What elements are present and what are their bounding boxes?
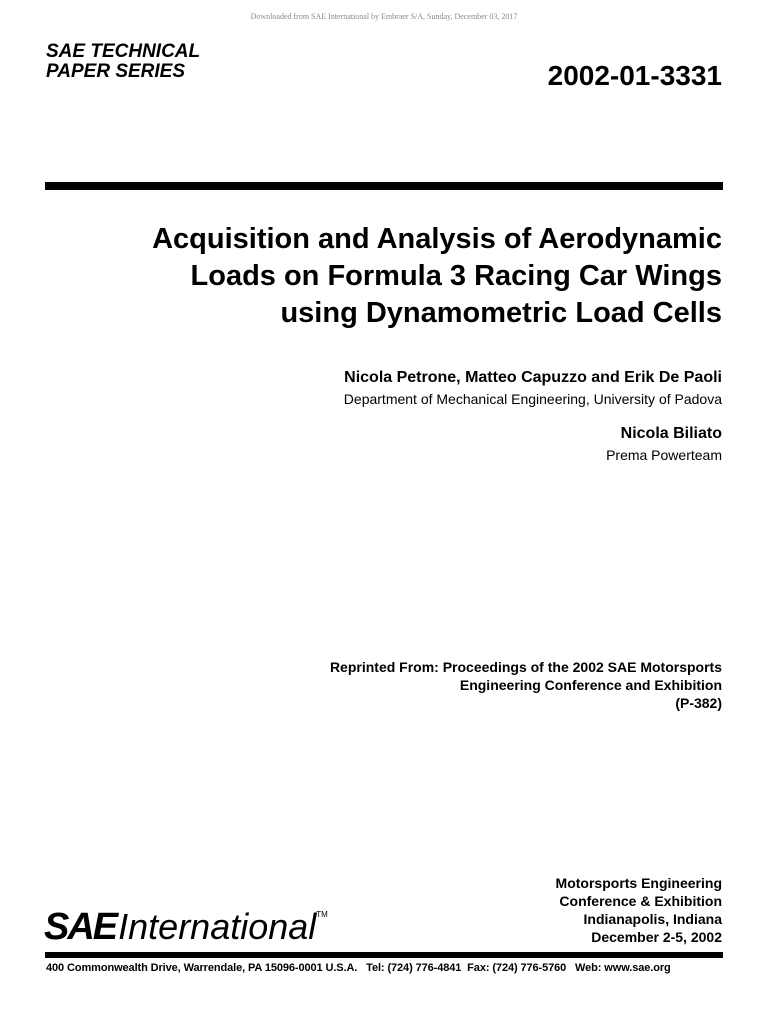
conference-info	[422, 874, 722, 946]
contact-address: 400 Commonwealth Drive, Warrendale, PA 15096-0001 U.S.A. Tel: (724) 776-4841 Fax: (724) 776-5760 Web: www.sae.org	[46, 962, 671, 974]
logo-sae-text: SAE	[44, 906, 117, 948]
author-affiliation-1: Department of Mechanical Engineering, University of Padova	[343, 391, 722, 407]
logo-international-text: International	[118, 906, 317, 947]
author-affiliation-2: Prema Powerteam	[606, 447, 722, 463]
conference-line-2: Conference & Exhibition	[559, 893, 722, 909]
logo-trademark: TM	[316, 910, 328, 919]
reprint-line-3: (P-382)	[675, 695, 722, 711]
paper-number: 2002-01-3331	[547, 60, 722, 91]
reprint-line-1: Reprinted From: Proceedings of the 2002 SAE Motorsports	[329, 659, 722, 675]
sae-international-logo	[44, 904, 328, 950]
title-line-1: Acquisition and Analysis of Aerodynamic	[152, 223, 722, 255]
author-names-1: Nicola Petrone, Matteo Capuzzo and Erik De Paoli	[344, 369, 722, 386]
series-line-1: SAE TECHNICAL	[46, 41, 201, 62]
conference-line-3: Indianapolis, Indiana	[583, 911, 722, 927]
reprint-notice	[222, 658, 722, 712]
author-names-2: Nicola Biliato	[620, 425, 722, 442]
download-notice: Downloaded from SAE International by Embraer S/A, Sunday, December 03, 2017	[250, 12, 518, 21]
paper-title	[122, 221, 722, 332]
reprint-line-2: Engineering Conference and Exhibition	[459, 677, 722, 693]
conference-line-1: Motorsports Engineering	[555, 875, 722, 891]
series-line-2: PAPER SERIES	[46, 61, 186, 82]
title-line-2: Loads on Formula 3 Racing Car Wings	[190, 260, 722, 292]
conference-line-4: December 2-5, 2002	[591, 929, 722, 945]
series-label	[46, 42, 200, 82]
top-divider	[45, 182, 723, 190]
title-line-3: using Dynamometric Load Cells	[280, 297, 722, 329]
bottom-divider	[45, 952, 723, 958]
